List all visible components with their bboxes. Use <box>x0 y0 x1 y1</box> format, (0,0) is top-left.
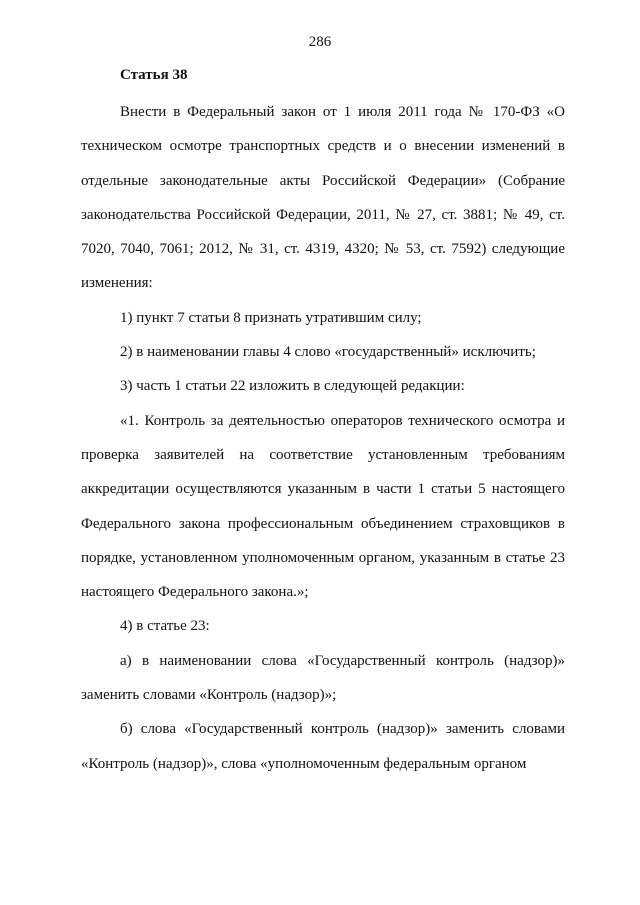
item-4-paragraph: 4) в статье 23: <box>120 618 210 635</box>
item-3-paragraph: 3) часть 1 статьи 22 изложить в следующей редакции: <box>120 378 465 395</box>
page-number: 286 <box>308 34 332 50</box>
quoted-part-1-paragraph: «1. Контроль за деятельностью операторов технического осмотра и проверка заявителей на соответствие установленным требованиям аккредитации осуществляются указанным в части 1 статьи 5 настоящего Федерального закона профессиональным объединением страховщиков в порядке, установленном уполномоченным органом, указанным в статье 23 настоящего Федерального закона.»; <box>81 412 565 601</box>
subitem-b-paragraph: б) слова «Государственный контроль (надзор)» заменить словами «Контроль (надзор)», слова «уполномоченным федеральным органом <box>81 721 565 772</box>
item-2-paragraph: 2) в наименовании главы 4 слово «государственный» исключить; <box>120 344 536 361</box>
subitem-a-paragraph: а) в наименовании слова «Государственный контроль (надзор)» заменить словами «Контроль (надзор)»; <box>81 652 565 704</box>
intro-paragraph: Внести в Федеральный закон от 1 июля 2011 года № 170-ФЗ «О техническом осмотре транспортных средств и о внесении изменений в отдельные законодательные акты Российской Федерации» (Собрание законодательства Российской Федерации, 2011, № 27, ст. 3881; № 49, ст. 7020, 7040, 7061; 2012, № 31, ст. 4319, 4320; № 53, ст. 7592) следующие изменения: <box>81 104 565 292</box>
item-1-paragraph: 1) пункт 7 статьи 8 признать утратившим силу; <box>120 309 422 326</box>
article-body <box>81 95 565 781</box>
article-title: Статья 38 <box>120 67 188 83</box>
